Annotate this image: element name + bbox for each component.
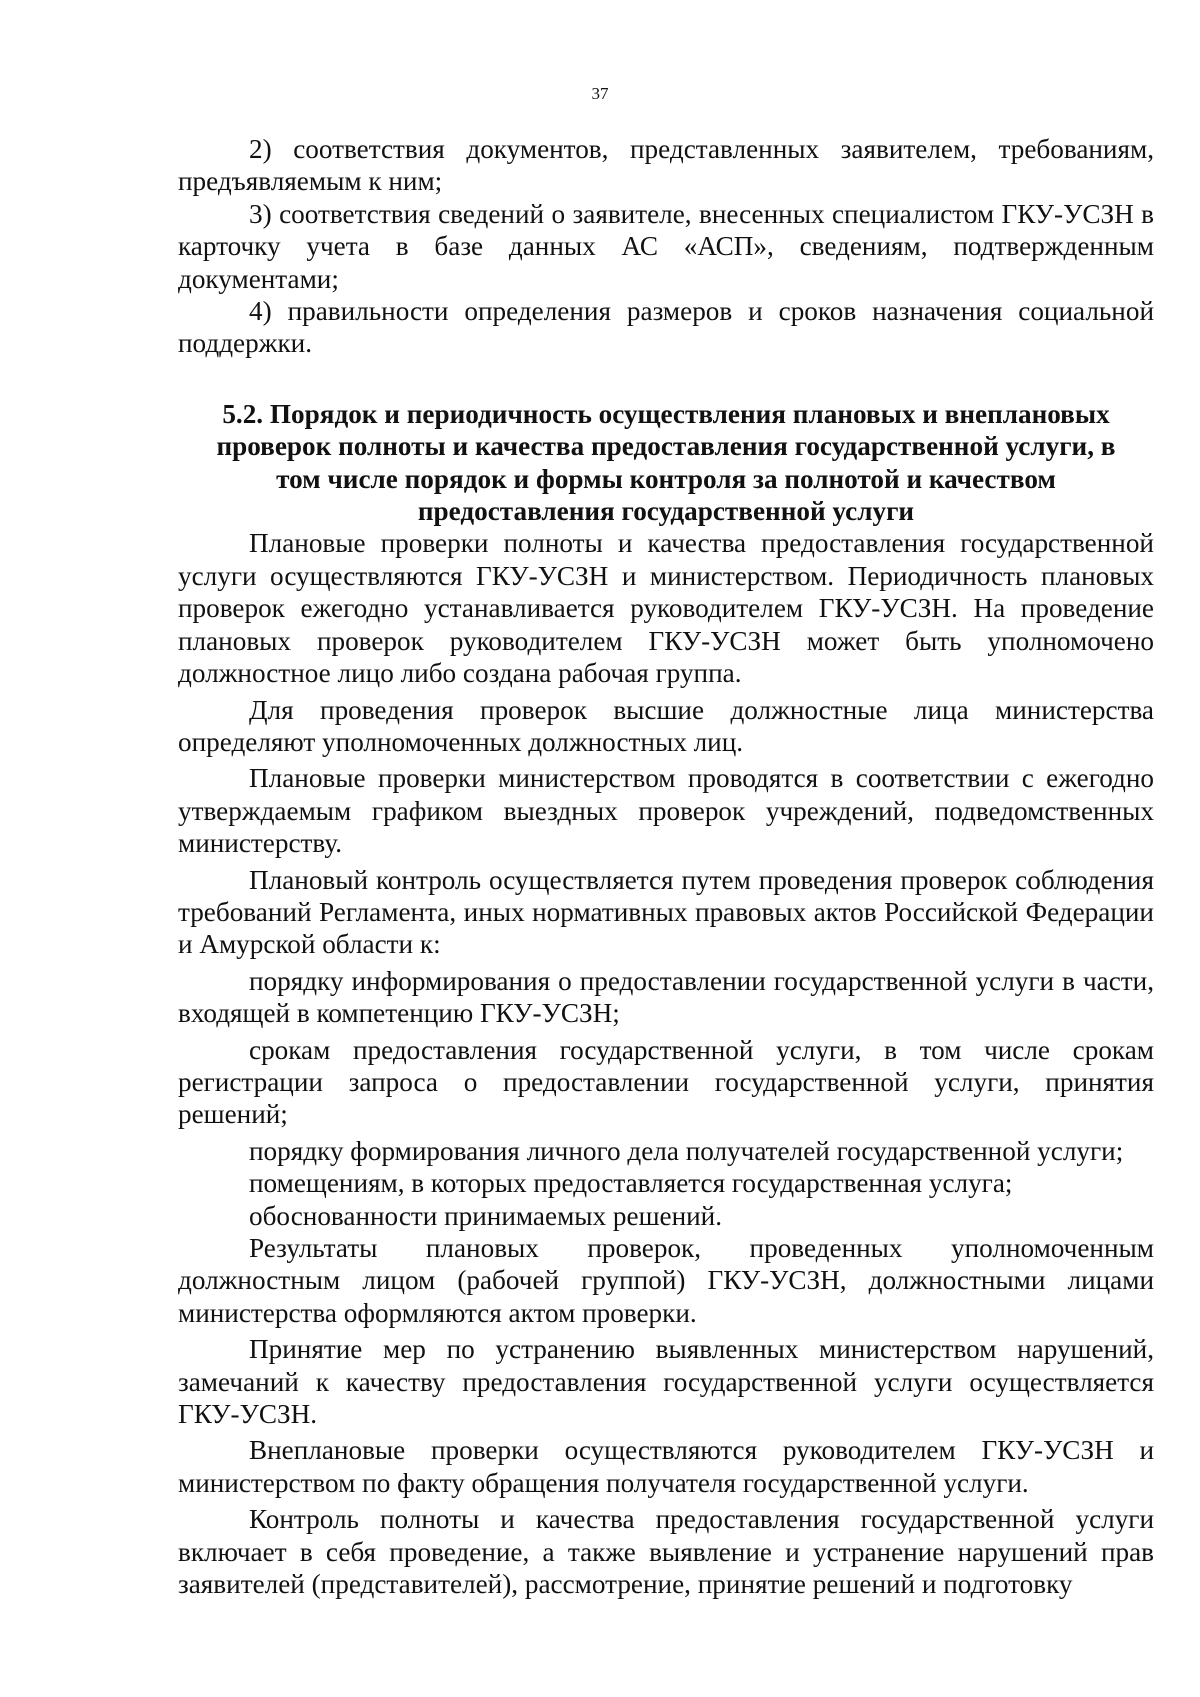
list-item: 2) соответствия документов, представленных заявителем, требованиям, предъявляемым к ним; bbox=[178, 134, 1154, 197]
paragraph: Контроль полноты и качества предоставления государственной услуги включает в себя проведение, а также выявление и устранение нарушений прав заявителей (представителей), рассмотрение, принятие решений и подготовку bbox=[178, 1504, 1154, 1600]
paragraph: Принятие мер по устранению выявленных министерством нарушений, замечаний к качеству предоставления государственной услуги осуществляется ГКУ-УСЗН. bbox=[178, 1334, 1154, 1430]
paragraph: Для проведения проверок высшие должностные лица министерства определяют уполномоченных должностных лиц. bbox=[178, 694, 1154, 757]
paragraph: Плановый контроль осуществляется путем проведения проверок соблюдения требований Регламента, иных нормативных правовых актов Российской Федерации и Амурской области к: bbox=[178, 864, 1154, 960]
paragraph: Плановые проверки министерством проводятся в соответствии с ежегодно утверждаемым графиком выездных проверок учреждений, подведомственных министерству. bbox=[178, 763, 1154, 859]
paragraph: порядку формирования личного дела получателей государственной услуги; bbox=[249, 1135, 1124, 1166]
paragraph: помещениям, в которых предоставляется государственная услуга; bbox=[249, 1168, 1013, 1199]
paragraph: Плановые проверки полноты и качества предоставления государственной услуги осуществляются ГКУ-УСЗН и министерством. Периодичность плановых проверок ежегодно устанавливается руководителем ГКУ-УСЗН. На проведение плановых проверок руководителем ГКУ-УСЗН может быть уполномочено должностное лицо либо создана рабочая группа. bbox=[178, 528, 1154, 689]
section-heading: 5.2. Порядок и периодичность осуществления плановых и внеплановых проверок полноты и качества предоставления государственной услуги, в том числе порядок и формы контроля за полнотой и качеством предоставления государственной услуги bbox=[216, 398, 1116, 527]
document-body bbox=[178, 133, 1154, 1600]
paragraph: Внеплановые проверки осуществляются руководителем ГКУ-УСЗН и министерством по факту обращения получателя государственной услуги. bbox=[178, 1435, 1154, 1498]
paragraph: порядку информирования о предоставлении государственной услуги в части, входящей в компетенцию ГКУ-УСЗН; bbox=[178, 965, 1154, 1029]
paragraph: Результаты плановых проверок, проведенных уполномоченным должностным лицом (рабочей группой) ГКУ-УСЗН, должностными лицами министерства оформляются актом проверки. bbox=[178, 1233, 1154, 1328]
spacer bbox=[178, 360, 1154, 398]
list-item: 3) соответствия сведений о заявителе, внесенных специалистом ГКУ-УСЗН в карточку учета в базе данных АС «АСП», сведениям, подтвержденным документами; bbox=[178, 198, 1154, 294]
paragraph: срокам предоставления государственной услуги, в том числе срокам регистрации запроса о предоставлении государственной услуги, принятия решений; bbox=[178, 1034, 1154, 1130]
paragraph: обоснованности принимаемых решений. bbox=[249, 1200, 723, 1231]
list-item: 4) правильности определения размеров и сроков назначения социальной поддержки. bbox=[178, 296, 1154, 359]
page-number: 37 bbox=[591, 84, 609, 103]
